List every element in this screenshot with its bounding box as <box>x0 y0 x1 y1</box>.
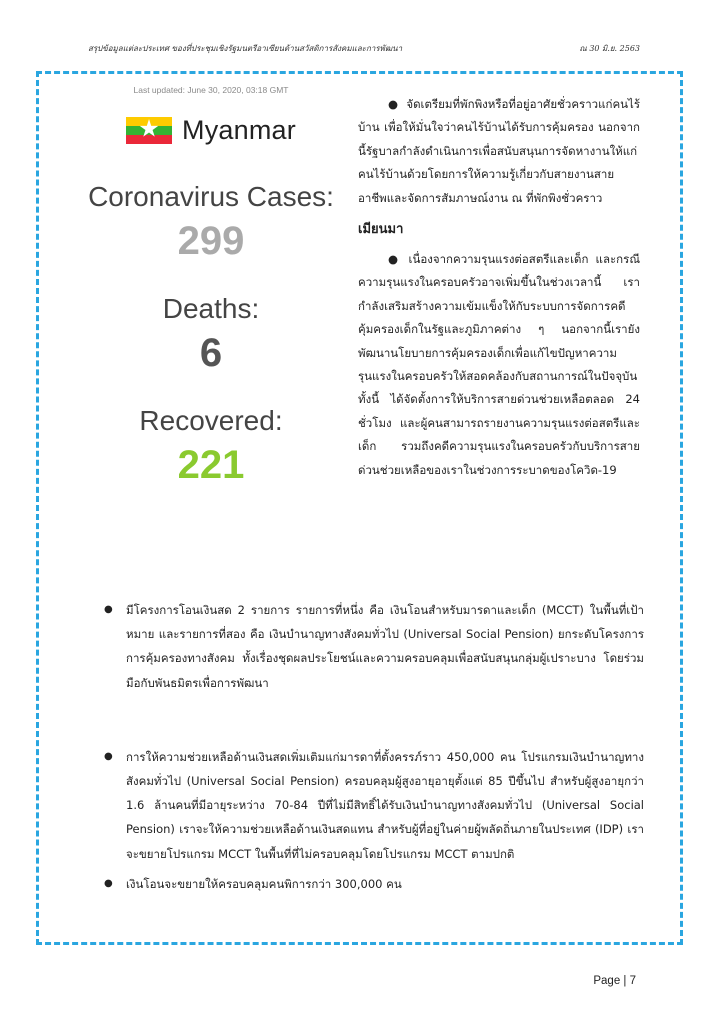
cases-value: 299 <box>177 219 245 263</box>
recovered-value: 221 <box>177 443 245 487</box>
star-icon: ★ <box>138 115 160 143</box>
covid-stats-card <box>72 85 350 530</box>
list-item: ● การให้ความช่วยเหลือด้านเงินสดเพิ่มเติมแก่มารดาที่ตั้งครรภ์ราว 450,000 คน โปรแกรมเงินบำนาญทางสังคมทั่วไป (Universal Social Pension) ครอบคลุมผู้สูงอายุอายุตั้งแต่ 85 ปีขึ้นไป สำหรับผู้สูงอายุกว่า 1.6 ล้านคนที่มีอายุระหว่าง 70-84 ปีที่ไม่มีสิทธิ์ได้รับเงินบำนาญทางสังคมทั่วไป (Universal Social Pension) เราจะให้ความช่วยเหลือด้านเงินสดแทน สำหรับผู้ที่อยู่ในค่ายผู้พลัดถิ่นภายในประเทศ (IDP) เราจะขยายโปรแกรม MCCT ในพื้นที่ที่ไม่ครอบคลุมโดยโปรแกรม MCCT ตามปกติ <box>104 745 644 866</box>
myanmar-flag-icon <box>126 117 172 144</box>
page-number: Page | 7 <box>593 975 636 987</box>
deaths-value: 6 <box>199 331 223 375</box>
section-heading-myanmar: เมียนมา <box>358 222 404 238</box>
country-row <box>72 111 350 149</box>
bottom-bullet-list <box>104 598 644 896</box>
violence-protection-paragraph: ● เนื่องจากความรุนแรงต่อสตรีและเด็ก และกรณีความรุนแรงในครอบครัวอาจเพิ่มขึ้นในช่วงเวลานี้ เรากำลังเสริมสร้างความเข้มแข็งให้กับระบบการจัดการคดีคุ้มครองเด็กในรัฐและภูมิภาคต่าง ๆ นอกจากนี้เรายังพัฒนานโยบายการคุ้มครองเด็กเพื่อแก้ไขปัญหาความรุนแรงในครอบครัวให้สอดคล้องกับสถานการณ์ในปัจจุบัน ทั้งนี้ ได้จัดตั้งการให้บริการสายด่วนช่วยเหลือตลอด 24 ชั่วโมง และผู้คนสามารถรายงานความรุนแรงต่อสตรีและเด็ก รวมถึงคดีความรุนแรงในครอบครัวกับบริการสายด่วนช่วยเหลือของเราในช่วงการระบาดของโควิด-19 <box>358 252 640 477</box>
running-header-title: สรุปข้อมูลแต่ละประเทศ ของที่ประชุมเชิงรัฐมนตรีอาเซียนด้านสวัสดิการสังคมและการพัฒนา <box>88 44 403 53</box>
running-header-date: ณ 30 มิ.ย. 2563 <box>579 44 640 53</box>
homeless-shelter-paragraph: ● จัดเตรียมที่พักพิงหรือที่อยู่อาศัยชั่วคราวแก่คนไร้บ้าน เพื่อให้มั่นใจว่าคนไร้บ้านได้รับการคุ้มครอง นอกจากนี้รัฐบาลกำลังดำเนินการเพื่อสนับสนุนการจัดหางานให้แก่คนไร้บ้านด้วยโดยการให้ความรู้เกี่ยวกับสายงานสายอาชีพและจัดการสัมภาษณ์งาน ณ ที่พักพิงชั่วคราว <box>358 97 640 205</box>
list-item: ● มีโครงการโอนเงินสด 2 รายการ รายการที่หนึ่ง คือ เงินโอนสำหรับมารดาและเด็ก (MCCT) ในพื้นที่เป้าหมาย และรายการที่สอง คือ เงินบำนาญทางสังคมทั่วไป (Universal Social Pension) ยกระดับโครงการการคุ้มครองทางสังคม ทั้งเรื่องชุดผลประโยชน์และความครอบคลุมเพื่อสนับสนุนกลุ่มผู้เปราะบาง โดยร่วมมือกับพันธมิตรเพื่อการพัฒนา <box>104 598 644 695</box>
list-item: ● เงินโอนจะขยายให้ครอบคลุมคนพิการกว่า 300,000 คน <box>104 872 644 896</box>
last-updated-text: Last updated: June 30, 2020, 03:18 GMT <box>133 85 289 95</box>
right-text-column <box>358 93 640 482</box>
country-name: Myanmar <box>182 114 296 145</box>
cases-label: Coronavirus Cases: <box>88 181 334 212</box>
deaths-label: Deaths: <box>162 293 260 324</box>
recovered-label: Recovered: <box>139 405 283 436</box>
